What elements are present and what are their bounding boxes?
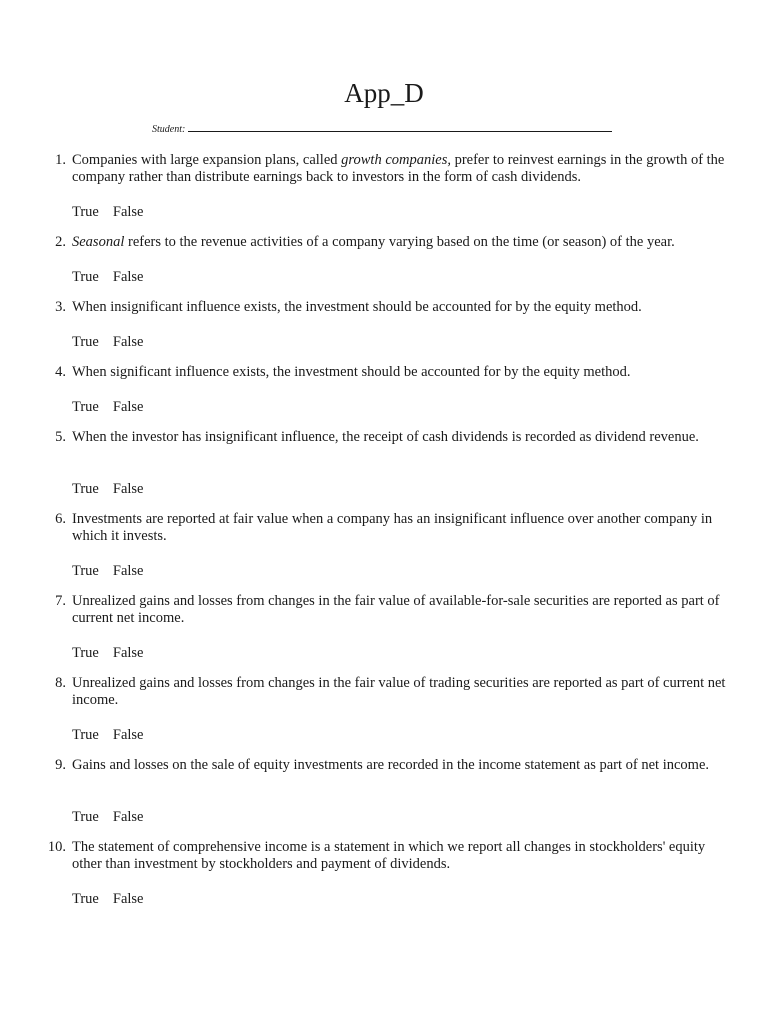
question-text-emphasis: Seasonal <box>72 234 125 250</box>
question-item <box>40 511 730 583</box>
student-label: Student: <box>152 124 186 135</box>
answer-options <box>72 891 143 908</box>
answer-options <box>72 809 143 826</box>
question-number: 8. <box>55 675 66 691</box>
answer-options <box>72 334 143 351</box>
question-number: 9. <box>55 757 66 773</box>
answer-option-true[interactable]: True <box>72 204 99 220</box>
answer-options <box>72 481 143 498</box>
question-text <box>72 593 732 627</box>
question-text-segment: prefer to reinvest earnings in the growth of the company rather than distribute earnings back to investors in the form of cash dividends. <box>72 152 725 185</box>
question-text-segment: Investments are reported at fair value when a company has an insignificant influence over another company in which it invests. <box>72 511 713 544</box>
question-item <box>40 234 730 289</box>
question-item <box>40 593 730 665</box>
answer-option-false[interactable]: False <box>112 334 144 350</box>
answer-option-false[interactable]: False <box>112 269 144 285</box>
answer-option-false[interactable]: False <box>112 809 144 825</box>
question-text <box>72 234 732 251</box>
question-text <box>72 511 732 545</box>
question-text <box>72 839 732 873</box>
question-text-segment: When significant influence exists, the investment should be accounted for by the equity method. <box>72 364 631 380</box>
question-number: 1. <box>55 152 66 168</box>
student-name-line <box>152 122 612 137</box>
question-number: 10. <box>47 839 66 855</box>
answer-option-true[interactable]: True <box>72 645 99 661</box>
question-text-emphasis: growth companies, <box>341 152 451 168</box>
question-text-segment: When insignificant influence exists, the investment should be accounted for by the equity method. <box>72 299 642 315</box>
answer-options <box>72 645 143 662</box>
page-title: App_D <box>344 78 424 108</box>
question-text-segment: Unrealized gains and losses from changes in the fair value of available-for-sale securities are reported as part of current net income. <box>72 593 720 626</box>
answer-options <box>72 563 143 580</box>
answer-option-false[interactable]: False <box>112 563 144 579</box>
answer-option-true[interactable]: True <box>72 727 99 743</box>
student-name-blank <box>188 122 612 132</box>
question-item <box>40 839 730 911</box>
question-text-segment: Unrealized gains and losses from changes in the fair value of trading securities are reported as part of current net income. <box>72 675 726 708</box>
question-item <box>40 675 730 747</box>
answer-option-true[interactable]: True <box>72 399 99 415</box>
question-number: 3. <box>55 299 66 315</box>
question-text <box>72 675 732 709</box>
answer-option-false[interactable]: False <box>112 727 144 743</box>
question-text <box>72 152 732 186</box>
answer-option-true[interactable]: True <box>72 563 99 579</box>
question-number: 7. <box>55 593 66 609</box>
question-text-segment: When the investor has insignificant influence, the receipt of cash dividends is recorded as dividend revenue. <box>72 429 699 445</box>
question-number: 2. <box>55 234 66 250</box>
question-text <box>72 364 732 381</box>
question-number: 5. <box>55 429 66 445</box>
answer-option-false[interactable]: False <box>112 891 144 907</box>
answer-options <box>72 204 143 221</box>
question-text <box>72 299 732 316</box>
question-item <box>40 152 730 224</box>
answer-option-false[interactable]: False <box>112 399 144 415</box>
question-text-segment: refers to the revenue activities of a company varying based on the time (or season) of the year. <box>124 234 675 250</box>
question-text <box>72 757 732 774</box>
answer-option-false[interactable]: False <box>112 645 144 661</box>
answer-option-true[interactable]: True <box>72 809 99 825</box>
question-item <box>40 757 730 829</box>
answer-option-true[interactable]: True <box>72 891 99 907</box>
question-number: 4. <box>55 364 66 380</box>
question-text-segment: The statement of comprehensive income is a statement in which we report all changes in stockholders' equity other than investment by stockholders and payment of dividends. <box>72 839 706 872</box>
question-item <box>40 364 730 419</box>
answer-option-false[interactable]: False <box>112 481 144 497</box>
question-text-segment: Gains and losses on the sale of equity investments are recorded in the income statement as part of net income. <box>72 757 710 773</box>
answer-option-true[interactable]: True <box>72 269 99 285</box>
answer-option-false[interactable]: False <box>112 204 144 220</box>
answer-options <box>72 399 143 416</box>
question-number: 6. <box>55 511 66 527</box>
question-text-segment: Companies with large expansion plans, called <box>72 152 342 168</box>
question-item <box>40 299 730 354</box>
answer-option-true[interactable]: True <box>72 481 99 497</box>
answer-options <box>72 269 143 286</box>
question-text <box>72 429 732 446</box>
answer-option-true[interactable]: True <box>72 334 99 350</box>
answer-options <box>72 727 143 744</box>
question-item <box>40 429 730 501</box>
